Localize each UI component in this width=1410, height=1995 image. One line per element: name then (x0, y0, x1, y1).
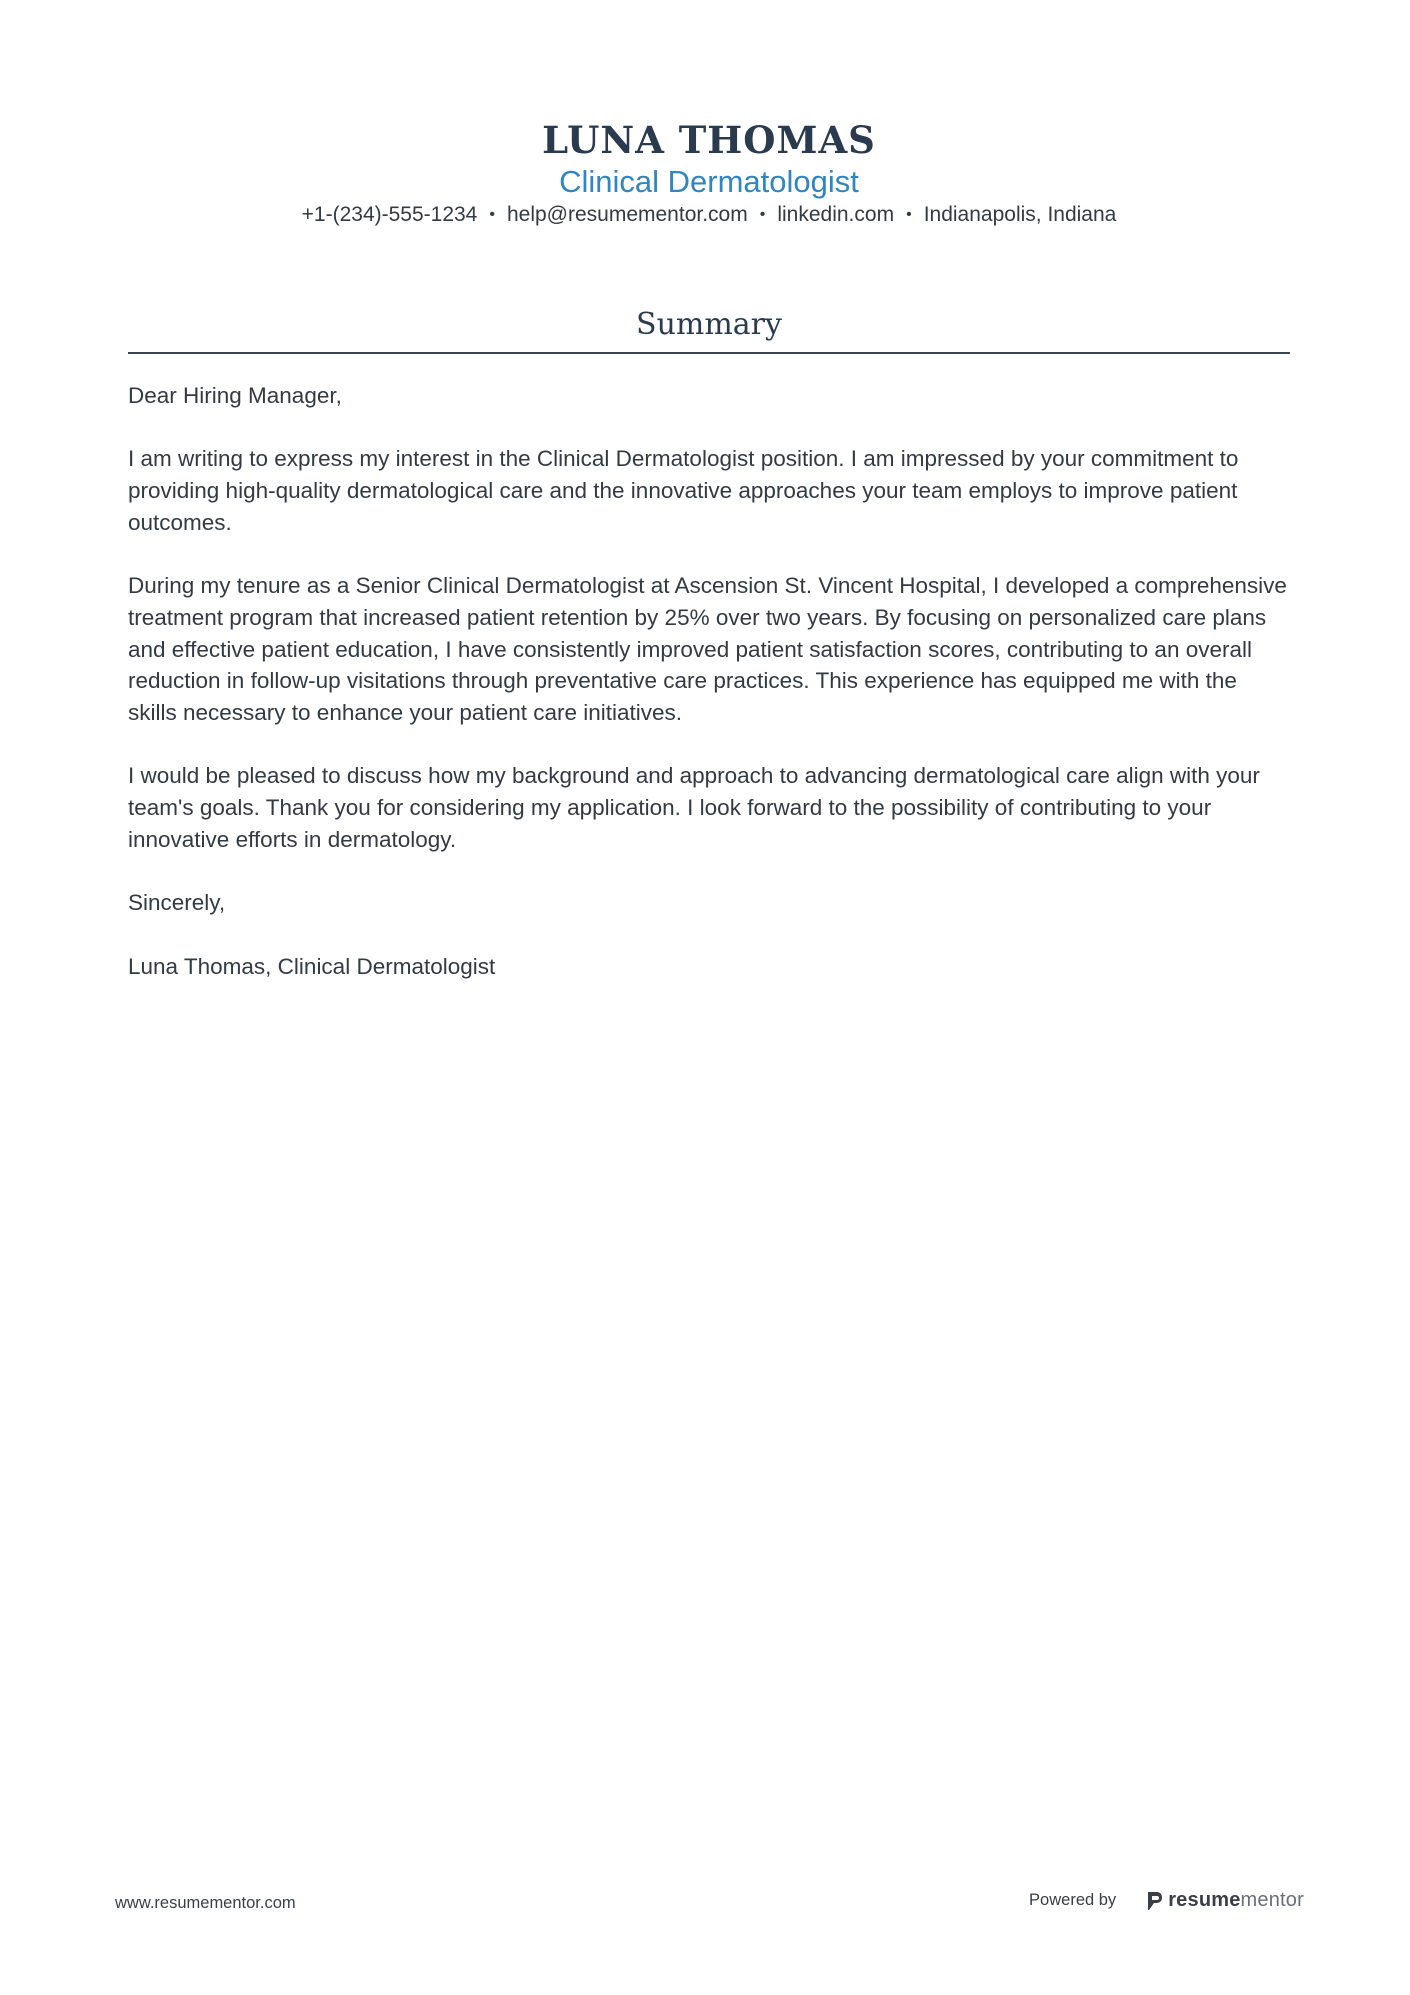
contact-email: help@resumementor.com (506, 203, 748, 226)
logo-text-bold: resume (1168, 1889, 1241, 1911)
letter-closing: Sincerely, (128, 890, 226, 916)
letter-body (128, 380, 1290, 1014)
applicant-title: Clinical Dermatologist (559, 164, 859, 199)
letter-paragraph-1: I am writing to express my interest in the Clinical Dermatologist position. I am impressed by your commitment to providing high-quality dermatological care and the innovative approaches your team employs to improve patient outcomes. (128, 446, 1239, 535)
powered-by-label: Powered by (1029, 1891, 1117, 1909)
footer-branding (1029, 1889, 1304, 1912)
applicant-name: LUNA THOMAS (542, 118, 876, 162)
logo-text-light: mentor (1240, 1889, 1304, 1911)
section-divider (128, 352, 1290, 354)
contact-line (128, 200, 1290, 230)
contact-separator: • (489, 206, 495, 223)
letter-paragraph-3: I would be pleased to discuss how my background and approach to advancing dermatological care align with your team's goals. Thank you for considering my application. I look forward to the possibility of contributing to your innovative efforts in dermatology. (128, 763, 1260, 852)
contact-location: Indianapolis, Indiana (923, 203, 1117, 226)
letter-signature: Luna Thomas, Clinical Dermatologist (128, 953, 496, 979)
contact-phone: +1-(234)-555-1234 (301, 203, 478, 226)
footer-website: www.resumementor.com (115, 1894, 296, 1912)
contact-linkedin: linkedin.com (777, 203, 895, 226)
letter-salutation: Dear Hiring Manager, (128, 383, 342, 408)
contact-separator: • (906, 206, 912, 223)
letter-paragraph-2: During my tenure as a Senior Clinical Dermatologist at Ascension St. Vincent Hospital, I developed a comprehensive treatment program that increased patient retention by 25% over two years. By focusing on personalized care plans and effective patient education, I have consistently improved patient satisfaction scores, contributing to an overall reduction in follow-up visitations through preventative care practices. This experience has equipped me with the skills necessary to enhance your patient care initiatives. (128, 573, 1287, 725)
resumementor-logo-text (1168, 1889, 1304, 1912)
letter-header (128, 116, 1290, 230)
section-title-summary: Summary (636, 307, 782, 342)
contact-separator: • (759, 206, 766, 223)
resumementor-logo-icon (1146, 1890, 1164, 1912)
